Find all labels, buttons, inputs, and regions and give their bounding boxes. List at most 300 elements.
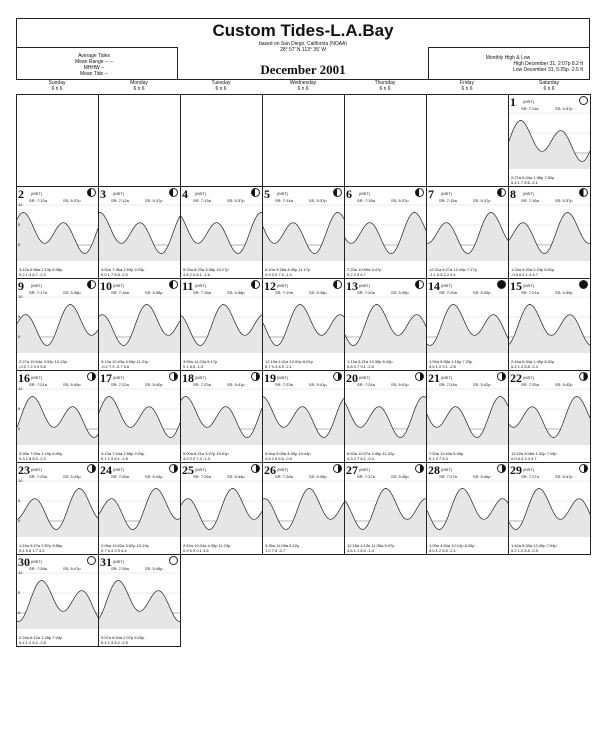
tide-curve — [181, 385, 263, 445]
tide-curve — [181, 201, 263, 261]
tide-time-row: 3:13a 10:43a 4:26p 11:21p — [101, 359, 149, 364]
hour-ticks: 6 n 6 — [461, 86, 473, 92]
weekday-label: Tuesday — [211, 80, 231, 86]
tide-times — [511, 543, 557, 553]
tide-times — [19, 267, 62, 277]
tide-area — [99, 397, 181, 446]
sunrise-time: SR: 7:20a — [357, 290, 375, 295]
hour-ticks: 6 n 6 — [297, 86, 309, 92]
empty-day-cell — [344, 94, 427, 187]
moon-phase-icon — [251, 464, 260, 473]
tide-times — [101, 267, 144, 277]
tide-times — [183, 359, 217, 369]
day-number: 13 — [346, 279, 358, 293]
sunrise-time: SR: 7:19a — [275, 290, 293, 295]
timezone-label: (MST) — [113, 191, 125, 196]
sunset-time: SS: 5:37p — [473, 198, 491, 203]
axis-label: 10 — [18, 570, 23, 575]
sunrise-time: SR: 7:21a — [29, 382, 47, 387]
sunset-time: SS: 5:37p — [309, 198, 327, 203]
tide-curve — [509, 385, 591, 445]
day-cell — [180, 186, 263, 279]
tide-times — [265, 359, 313, 369]
tide-time-row: 3:35a 11:05a 5:12p — [265, 543, 300, 548]
tide-time-row: 1:15a 9:27a 2:57p 8:56p — [19, 543, 63, 548]
day-number: 4 — [182, 187, 188, 201]
moon-phase-icon — [497, 280, 506, 289]
day-number: 23 — [18, 463, 30, 477]
sunset-time: SS: 5:48p — [145, 566, 163, 571]
empty-day-cell — [262, 94, 345, 187]
tide-time-row: 2:05a 10:02a 3:52p 10:19p — [101, 543, 149, 548]
sunrise-time: SR: 7:21a — [521, 290, 539, 295]
tide-times — [347, 543, 395, 553]
day-number: 17 — [100, 371, 112, 385]
tide-time-row: 5:00a 8:21a 3:27p 10:01p — [183, 451, 229, 456]
sunrise-time: SR: 7:11a — [521, 106, 539, 111]
tide-curve — [427, 477, 509, 537]
moon-phase-icon — [497, 188, 506, 197]
day-cell — [508, 462, 591, 555]
average-row: Mean Tide -- — [79, 71, 109, 77]
tide-times — [183, 451, 229, 461]
average-tides-label: Average Tides — [78, 53, 110, 59]
tide-height-row: 5.8 0.7 9.1 -2.5 — [347, 364, 374, 369]
sunset-time: SS: 5:46p — [473, 474, 491, 479]
moon-phase-icon — [87, 188, 96, 197]
timezone-label: (MST) — [441, 375, 453, 380]
day-cell — [98, 370, 181, 463]
moon-phase-icon — [415, 372, 424, 381]
month-title: December 2001 — [260, 62, 346, 77]
tide-time-row: 2:52a 10:34a 4:35p 11:23p — [183, 543, 231, 548]
sunrise-time: SR: 7:15a — [357, 198, 375, 203]
tide-height-row: 5.0 1.2 8.5 -2.1 — [429, 548, 456, 553]
tide-time-row: 1:13a 5:21a 12:39p 6:43p — [347, 359, 393, 364]
day-cell — [344, 186, 427, 279]
sunset-time: SS: 5:37p — [391, 198, 409, 203]
tide-curve — [99, 569, 181, 629]
sunset-time: SS: 5:41p — [391, 382, 409, 387]
sunset-time: SS: 5:38p — [227, 290, 245, 295]
timezone-label: (MST) — [31, 559, 43, 564]
moon-phase-icon — [333, 372, 342, 381]
tide-time-row: 4:02a 7:36a 2:53p 9:23p — [101, 267, 145, 272]
timezone-label: (MST) — [523, 191, 535, 196]
tide-curve — [17, 385, 99, 445]
tide-area — [181, 305, 263, 354]
day-cell — [262, 278, 345, 371]
weekday-label: Wednesday — [289, 80, 317, 86]
sunset-time: SS: 5:42p — [473, 382, 491, 387]
day-number: 12 — [264, 279, 276, 293]
tide-height-row: 4.8 2.0 8.1 -1.6 — [183, 272, 210, 277]
day-cell — [426, 186, 509, 279]
moon-phase-icon — [87, 464, 96, 473]
tide-time-row: 12:21a 8:27a 12:49p 7:17p — [429, 267, 477, 272]
sunrise-time: SR: 7:18a — [193, 290, 211, 295]
tide-time-row: 6:53a 10:07a 4:46p 11:32p — [347, 451, 395, 456]
moon-phase-icon — [87, 280, 96, 289]
tide-height-row: 4.9 2.7 6.1 -0.4 — [347, 456, 374, 461]
tide-area — [181, 489, 263, 538]
average-row: MHHW -- — [83, 65, 105, 71]
average-tides-box — [19, 53, 169, 77]
tide-times — [511, 359, 554, 369]
moon-phase-icon — [497, 372, 506, 381]
tide-height-row: 1.0 7.5 -0.7 — [265, 548, 286, 553]
timezone-label: (MST) — [359, 283, 371, 288]
tide-height-row: -1.1 5.8 2.2 6.1 — [429, 272, 456, 277]
page-title: Custom Tides-L.A.Bay — [212, 21, 394, 40]
axis-label: 10 — [18, 202, 23, 207]
based-on-note: based on San Diego, California (NOAA) — [258, 41, 348, 47]
tide-time-row: 3:12a 6:58a 2:13p 8:36p — [19, 267, 63, 272]
timezone-label: (MST) — [113, 283, 125, 288]
hour-ticks: 6 n 6 — [543, 86, 555, 92]
sunrise-time: SR: 7:12a — [29, 198, 47, 203]
day-number: 30 — [18, 555, 30, 569]
sunrise-time: SR: 7:20a — [439, 290, 457, 295]
timezone-label: (MST) — [195, 283, 207, 288]
tide-height-row: 5.6 1.0 9.1 -2.6 — [429, 364, 456, 369]
monthly-low: Low December 31, 5:25p -2.5 ft — [512, 67, 583, 73]
sunrise-time: SR: 7:28a — [111, 566, 129, 571]
sunrise-time: SR: 7:25a — [29, 474, 47, 479]
tide-area — [17, 213, 99, 262]
tide-curve — [99, 293, 181, 353]
tide-curve — [509, 477, 591, 537]
sunrise-time: SR: 7:17a — [29, 290, 47, 295]
tide-curve — [427, 201, 509, 261]
timezone-label: (MST) — [277, 467, 289, 472]
day-number: 25 — [182, 463, 194, 477]
day-cell — [262, 370, 345, 463]
sunrise-time: SR: 7:26a — [193, 474, 211, 479]
tide-times — [265, 451, 311, 461]
sunrise-time: SR: 7:15a — [439, 198, 457, 203]
tide-times — [19, 359, 67, 369]
tide-times — [265, 267, 310, 277]
weekday-thursday — [344, 80, 426, 92]
day-cell — [16, 278, 99, 371]
tide-area — [17, 305, 99, 354]
moon-phase-icon — [333, 464, 342, 473]
day-number: 31 — [100, 555, 112, 569]
tide-height-row: -0.2 7.9 -0.7 5.6 — [101, 364, 130, 369]
timezone-label: (MST) — [113, 467, 125, 472]
sunset-time: SS: 5:38p — [309, 290, 327, 295]
tide-height-row: 5.2 1.2 8.5 -2.5 — [511, 548, 538, 553]
sunset-time: SS: 5:41p — [309, 382, 327, 387]
tide-height-row: 0.9 6.9 0.1 4.6 — [183, 548, 209, 553]
weekday-label: Thursday — [374, 80, 396, 86]
tide-curve — [17, 201, 99, 261]
tide-height-row: 0.7 6.4 0.9 4.4 — [101, 548, 127, 553]
tide-times — [429, 359, 472, 369]
sunrise-time: SR: 7:24a — [357, 382, 375, 387]
monthly-extremes-box — [433, 55, 583, 73]
timezone-label: (MST) — [523, 99, 535, 104]
hour-ticks: 6 n 6 — [51, 86, 63, 92]
day-cell — [508, 370, 591, 463]
tide-area — [345, 213, 427, 262]
sunrise-time: SR: 7:14a — [275, 198, 293, 203]
tide-time-row: 1:00a 4:54a 12:12p 6:26p — [429, 543, 475, 548]
timezone-label: (MST) — [113, 559, 125, 564]
tide-curve — [17, 569, 99, 629]
moon-phase-icon — [333, 188, 342, 197]
day-cell — [508, 94, 591, 187]
timezone-label: (MST) — [441, 283, 453, 288]
tide-calendar — [16, 10, 590, 738]
tide-height-row: -0.5 7.2 0.4 5.6 — [19, 364, 46, 369]
sunset-time: SS: 5:47p — [63, 566, 81, 571]
empty-day-cell — [16, 94, 99, 187]
axis-label: 0 — [18, 610, 21, 615]
tide-time-row: 2:44a 6:34a 1:45p 8:02p — [511, 359, 555, 364]
axis-label: 5 — [18, 314, 21, 319]
tide-curve — [99, 385, 181, 445]
sunrise-time: SR: 7:25a — [521, 382, 539, 387]
day-cell — [16, 554, 99, 647]
sunset-time: SS: 5:37p — [145, 198, 163, 203]
day-cell — [16, 462, 99, 555]
tide-area — [509, 397, 591, 446]
tide-curve — [263, 201, 345, 261]
day-number: 21 — [428, 371, 440, 385]
tide-time-row: 1:59a 5:58a 1:16p 7:23p — [429, 359, 473, 364]
tide-height-row: 5.0 1.7 8.5 -2.0 — [101, 272, 128, 277]
moon-phase-icon — [579, 464, 588, 473]
tide-times — [19, 451, 62, 461]
tide-times — [347, 451, 395, 461]
weekday-label: Friday — [460, 80, 474, 86]
tide-area — [181, 213, 263, 262]
tide-times — [101, 543, 149, 553]
tide-height-row: 0.4 5.8 1.7 4.4 — [19, 548, 45, 553]
tide-times — [429, 451, 463, 461]
axis-label: 0 — [18, 518, 21, 523]
tide-time-row: 5:54a 9:05a 4:05p 10:44p — [265, 451, 311, 456]
day-cell — [262, 186, 345, 279]
moon-phase-icon — [415, 188, 424, 197]
day-cell — [16, 370, 99, 463]
timezone-label: (MST) — [359, 375, 371, 380]
day-number: 28 — [428, 463, 440, 477]
timezone-label: (MST) — [31, 467, 43, 472]
tide-curve — [345, 293, 427, 353]
calendar-header — [16, 18, 590, 80]
tide-times — [265, 543, 299, 553]
timezone-label: (MST) — [195, 375, 207, 380]
day-cell — [16, 186, 99, 279]
tide-height-row: -0.8 6.4 1.4 5.7 — [511, 272, 538, 277]
tide-curve — [345, 385, 427, 445]
empty-day-cell — [180, 94, 263, 187]
axis-label: 10 — [18, 294, 23, 299]
timezone-label: (MST) — [31, 191, 43, 196]
day-number: 1 — [510, 95, 516, 109]
day-number: 27 — [346, 463, 358, 477]
tide-curve — [509, 293, 591, 353]
sunset-time: SS: 5:39p — [473, 290, 491, 295]
tide-area — [17, 581, 99, 630]
sunset-time: SS: 5:37p — [555, 198, 573, 203]
tide-height-row: 4.8 1.1 8.0 -1.4 — [347, 548, 374, 553]
coordinates: 28° 57' N 113° 35' W — [280, 47, 326, 53]
timezone-label: (MST) — [277, 375, 289, 380]
axis-label: 5 — [18, 406, 21, 411]
day-number: 3 — [100, 187, 106, 201]
hour-ticks: 6 n 6 — [133, 86, 145, 92]
moon-phase-icon — [87, 372, 96, 381]
sunset-time: SS: 5:38p — [63, 290, 81, 295]
tide-time-row: 12:22a 8:46a 1:32p 7:15p — [511, 451, 557, 456]
day-number: 29 — [510, 463, 522, 477]
sunrise-time: SR: 7:28a — [29, 566, 47, 571]
tide-height-row: 5.4 1.3 8.2 -2.5 — [101, 640, 128, 645]
hour-ticks: 6 n 6 — [379, 86, 391, 92]
sunrise-time: SR: 7:27a — [521, 474, 539, 479]
sunrise-time: SR: 7:22a — [111, 382, 129, 387]
tide-height-row: 5.2 1.4 8.7 -2.2 — [19, 272, 46, 277]
sunset-time: SS: 5:42p — [555, 382, 573, 387]
moon-phase-icon — [169, 372, 178, 381]
tide-area — [17, 397, 99, 446]
weekday-saturday — [508, 80, 590, 92]
tide-times — [19, 543, 62, 553]
tide-height-row: 5.1 1.9 8.1 -1.8 — [101, 456, 128, 461]
day-number: 19 — [264, 371, 276, 385]
tide-area — [263, 397, 345, 445]
sunrise-time: SR: 7:23a — [275, 382, 293, 387]
tide-time-row: 12:15a 4:13a 11:35a 5:47p — [347, 543, 395, 548]
timezone-label: (MST) — [523, 467, 535, 472]
empty-day-cell — [98, 94, 181, 187]
tide-times — [101, 451, 144, 461]
tide-curve — [509, 109, 591, 169]
day-number: 15 — [510, 279, 522, 293]
timezone-label: (MST) — [277, 191, 289, 196]
day-number: 8 — [510, 187, 516, 201]
sunset-time: SS: 5:45p — [391, 474, 409, 479]
axis-label: 0 — [18, 334, 21, 339]
tide-height-row: 5.2 2.5 6.7 — [347, 272, 366, 277]
tide-times — [101, 635, 144, 645]
tide-area — [509, 305, 591, 354]
day-number: 11 — [182, 279, 194, 293]
sunrise-time: SR: 7:23a — [193, 382, 211, 387]
sunset-time: SS: 5:37p — [63, 198, 81, 203]
tide-area — [263, 305, 345, 354]
tide-area — [263, 213, 345, 262]
tide-time-row: 5:03a 8:23a 3:38p 10:17p — [183, 267, 229, 272]
tide-times — [511, 451, 557, 461]
day-number: 5 — [264, 187, 270, 201]
tide-time-row: 3:28a 7:09a 2:19p 8:40p — [19, 451, 63, 456]
timezone-label: (MST) — [441, 467, 453, 472]
timezone-label: (MST) — [277, 283, 289, 288]
tide-height-row: 5.1 2.7 5.3 — [429, 456, 448, 461]
timezone-label: (MST) — [359, 467, 371, 472]
moon-phase-icon — [333, 280, 342, 289]
sunrise-time: SR: 7:18a — [111, 290, 129, 295]
moon-phase-icon — [415, 464, 424, 473]
day-number: 14 — [428, 279, 440, 293]
axis-label: 10 — [18, 386, 23, 391]
timezone-label: (MST) — [31, 375, 43, 380]
tide-height-row: 5.3 1.8 8.5 -2.2 — [19, 456, 46, 461]
timezone-label: (MST) — [359, 191, 371, 196]
tide-times — [101, 359, 149, 369]
tide-area — [181, 397, 263, 446]
sunset-time: SS: 5:43p — [63, 474, 81, 479]
tide-height-row: 5.7 0.4 8.9 -2.1 — [265, 364, 292, 369]
tide-curve — [181, 293, 263, 353]
weekday-friday — [426, 80, 508, 92]
tide-times — [19, 635, 62, 645]
tide-time-row: 3:59a 11:23a 5:17p — [183, 359, 218, 364]
day-cell — [426, 370, 509, 463]
tide-curve — [263, 477, 345, 537]
timezone-label: (MST) — [523, 283, 535, 288]
tide-area — [509, 121, 591, 170]
tide-time-row: 12:19a 4:41a 12:00p 6:01p — [265, 359, 313, 364]
tide-curve — [99, 201, 181, 261]
day-number: 6 — [346, 187, 352, 201]
weekday-sunday — [16, 80, 98, 92]
moon-phase-icon — [169, 556, 178, 565]
tide-time-row: 6:10a 9:28a 4:35p 11:17p — [265, 267, 311, 272]
tide-times — [511, 267, 554, 277]
sunset-time: SS: 5:40p — [63, 382, 81, 387]
axis-label: 10 — [18, 478, 23, 483]
tide-times — [347, 267, 381, 277]
tide-time-row: 2:27a 10:04a 3:32p 10:13p — [19, 359, 67, 364]
tide-height-row: 0.1 8.5 -1.5 — [183, 364, 204, 369]
sunrise-time: SR: 7:26a — [111, 474, 129, 479]
tide-area — [509, 489, 591, 538]
tide-area — [345, 305, 427, 354]
tide-times — [511, 175, 554, 185]
sunset-time: SS: 5:39p — [555, 290, 573, 295]
day-number: 18 — [182, 371, 194, 385]
moon-phase-icon — [251, 188, 260, 197]
day-number: 24 — [100, 463, 112, 477]
day-cell — [344, 278, 427, 371]
day-cell — [344, 462, 427, 555]
weekday-tuesday — [180, 80, 262, 92]
tide-area — [99, 213, 181, 262]
moon-phase-icon — [169, 188, 178, 197]
moon-phase-icon — [579, 372, 588, 381]
weekday-label: Saturday — [538, 80, 559, 86]
sunrise-time: SR: 7:27a — [357, 474, 375, 479]
day-cell — [180, 370, 263, 463]
tide-curve — [181, 477, 263, 537]
sunset-time: SS: 5:44p — [145, 474, 163, 479]
monthly-high: High December 31, 2:07p 8.2 ft — [513, 61, 583, 67]
day-cell — [98, 278, 181, 371]
tide-area — [263, 489, 345, 538]
moon-phase-icon — [169, 464, 178, 473]
axis-label: 0 — [18, 426, 21, 431]
day-number: 26 — [264, 463, 276, 477]
tide-curve — [427, 293, 509, 353]
day-cell — [98, 186, 181, 279]
tide-height-row: 4.9 2.2 7.3 -1.3 — [183, 456, 210, 461]
